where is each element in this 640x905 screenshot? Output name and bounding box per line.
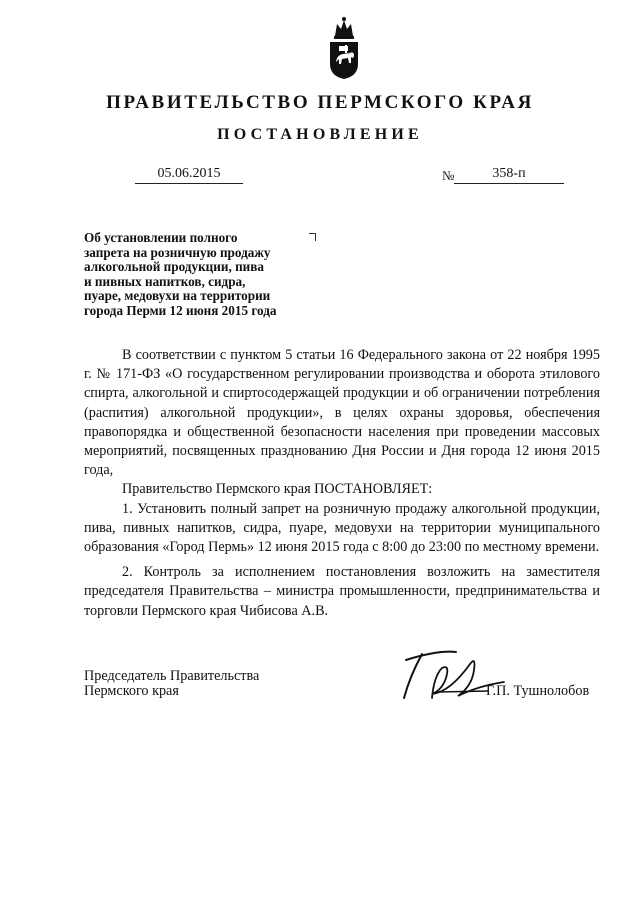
- subject-line: и пивных напитков, сидра,: [84, 273, 246, 289]
- coat-of-arms-icon: [326, 14, 362, 80]
- subject-line: запрета на розничную продажу: [84, 244, 271, 260]
- signatory-title-line: Председатель Правительства: [84, 668, 260, 684]
- item-2-paragraph: 2. Контроль за исполнением постановления возложить на заместителя председателя Правительства – министра промышленности, предпринимательства и торговли Пермского края Чибисова А.В.: [84, 564, 600, 619]
- document-type-title: ПОСТАНОВЛЕНИЕ: [217, 126, 423, 143]
- decree-paragraph: Правительство Пермского края ПОСТАНОВЛЯЕТ:: [122, 481, 433, 498]
- subject-line: Об установлении полного: [84, 230, 238, 245]
- document-number: 358-п: [454, 165, 564, 184]
- document-subject: [84, 231, 324, 319]
- government-title: ПРАВИТЕЛЬСТВО ПЕРМСКОГО КРАЯ: [106, 92, 534, 113]
- item-1-paragraph: 1. Установить полный запрет на розничную продажу алкогольной продукции, пива, пивных напитков, сидра, пуаре, медовухи на территории муниципального образования «Город Пермь» 12 июня 2015 года с 8:00 до 23:00 по местному времени.: [84, 500, 600, 556]
- signatory-name: Г.П. Тушнолобов: [486, 683, 590, 699]
- number-sign: №: [442, 168, 455, 183]
- subject-line: алкогольной продукции, пива: [84, 259, 264, 275]
- document-date: 05.06.2015: [135, 165, 243, 184]
- subject-line: города Перми 12 июня 2015 года: [84, 302, 277, 318]
- subject-line: пуаре, медовухи на территории: [84, 288, 271, 304]
- document-body: [84, 346, 600, 621]
- signatory-title: [84, 669, 314, 699]
- subject-corner-mark: [309, 233, 316, 241]
- preamble-paragraph: В соответствии с пунктом 5 статьи 16 Федерального закона от 22 ноября 1995 г. № 171-ФЗ «О государственном регулировании производства и оборота этилового спирта, алкогольной и спиртосодержащей продукции и об ограничении потребления (распития) алкогольной продукции», в целях охраны здоровья, обеспечения правопорядка и общественной безопасности населения при проведении массовых мероприятий, посвященных празднованию Дня России и Дня города 12 июня 2015 года,: [84, 347, 600, 479]
- signatory-title-line: Пермского края: [84, 683, 179, 699]
